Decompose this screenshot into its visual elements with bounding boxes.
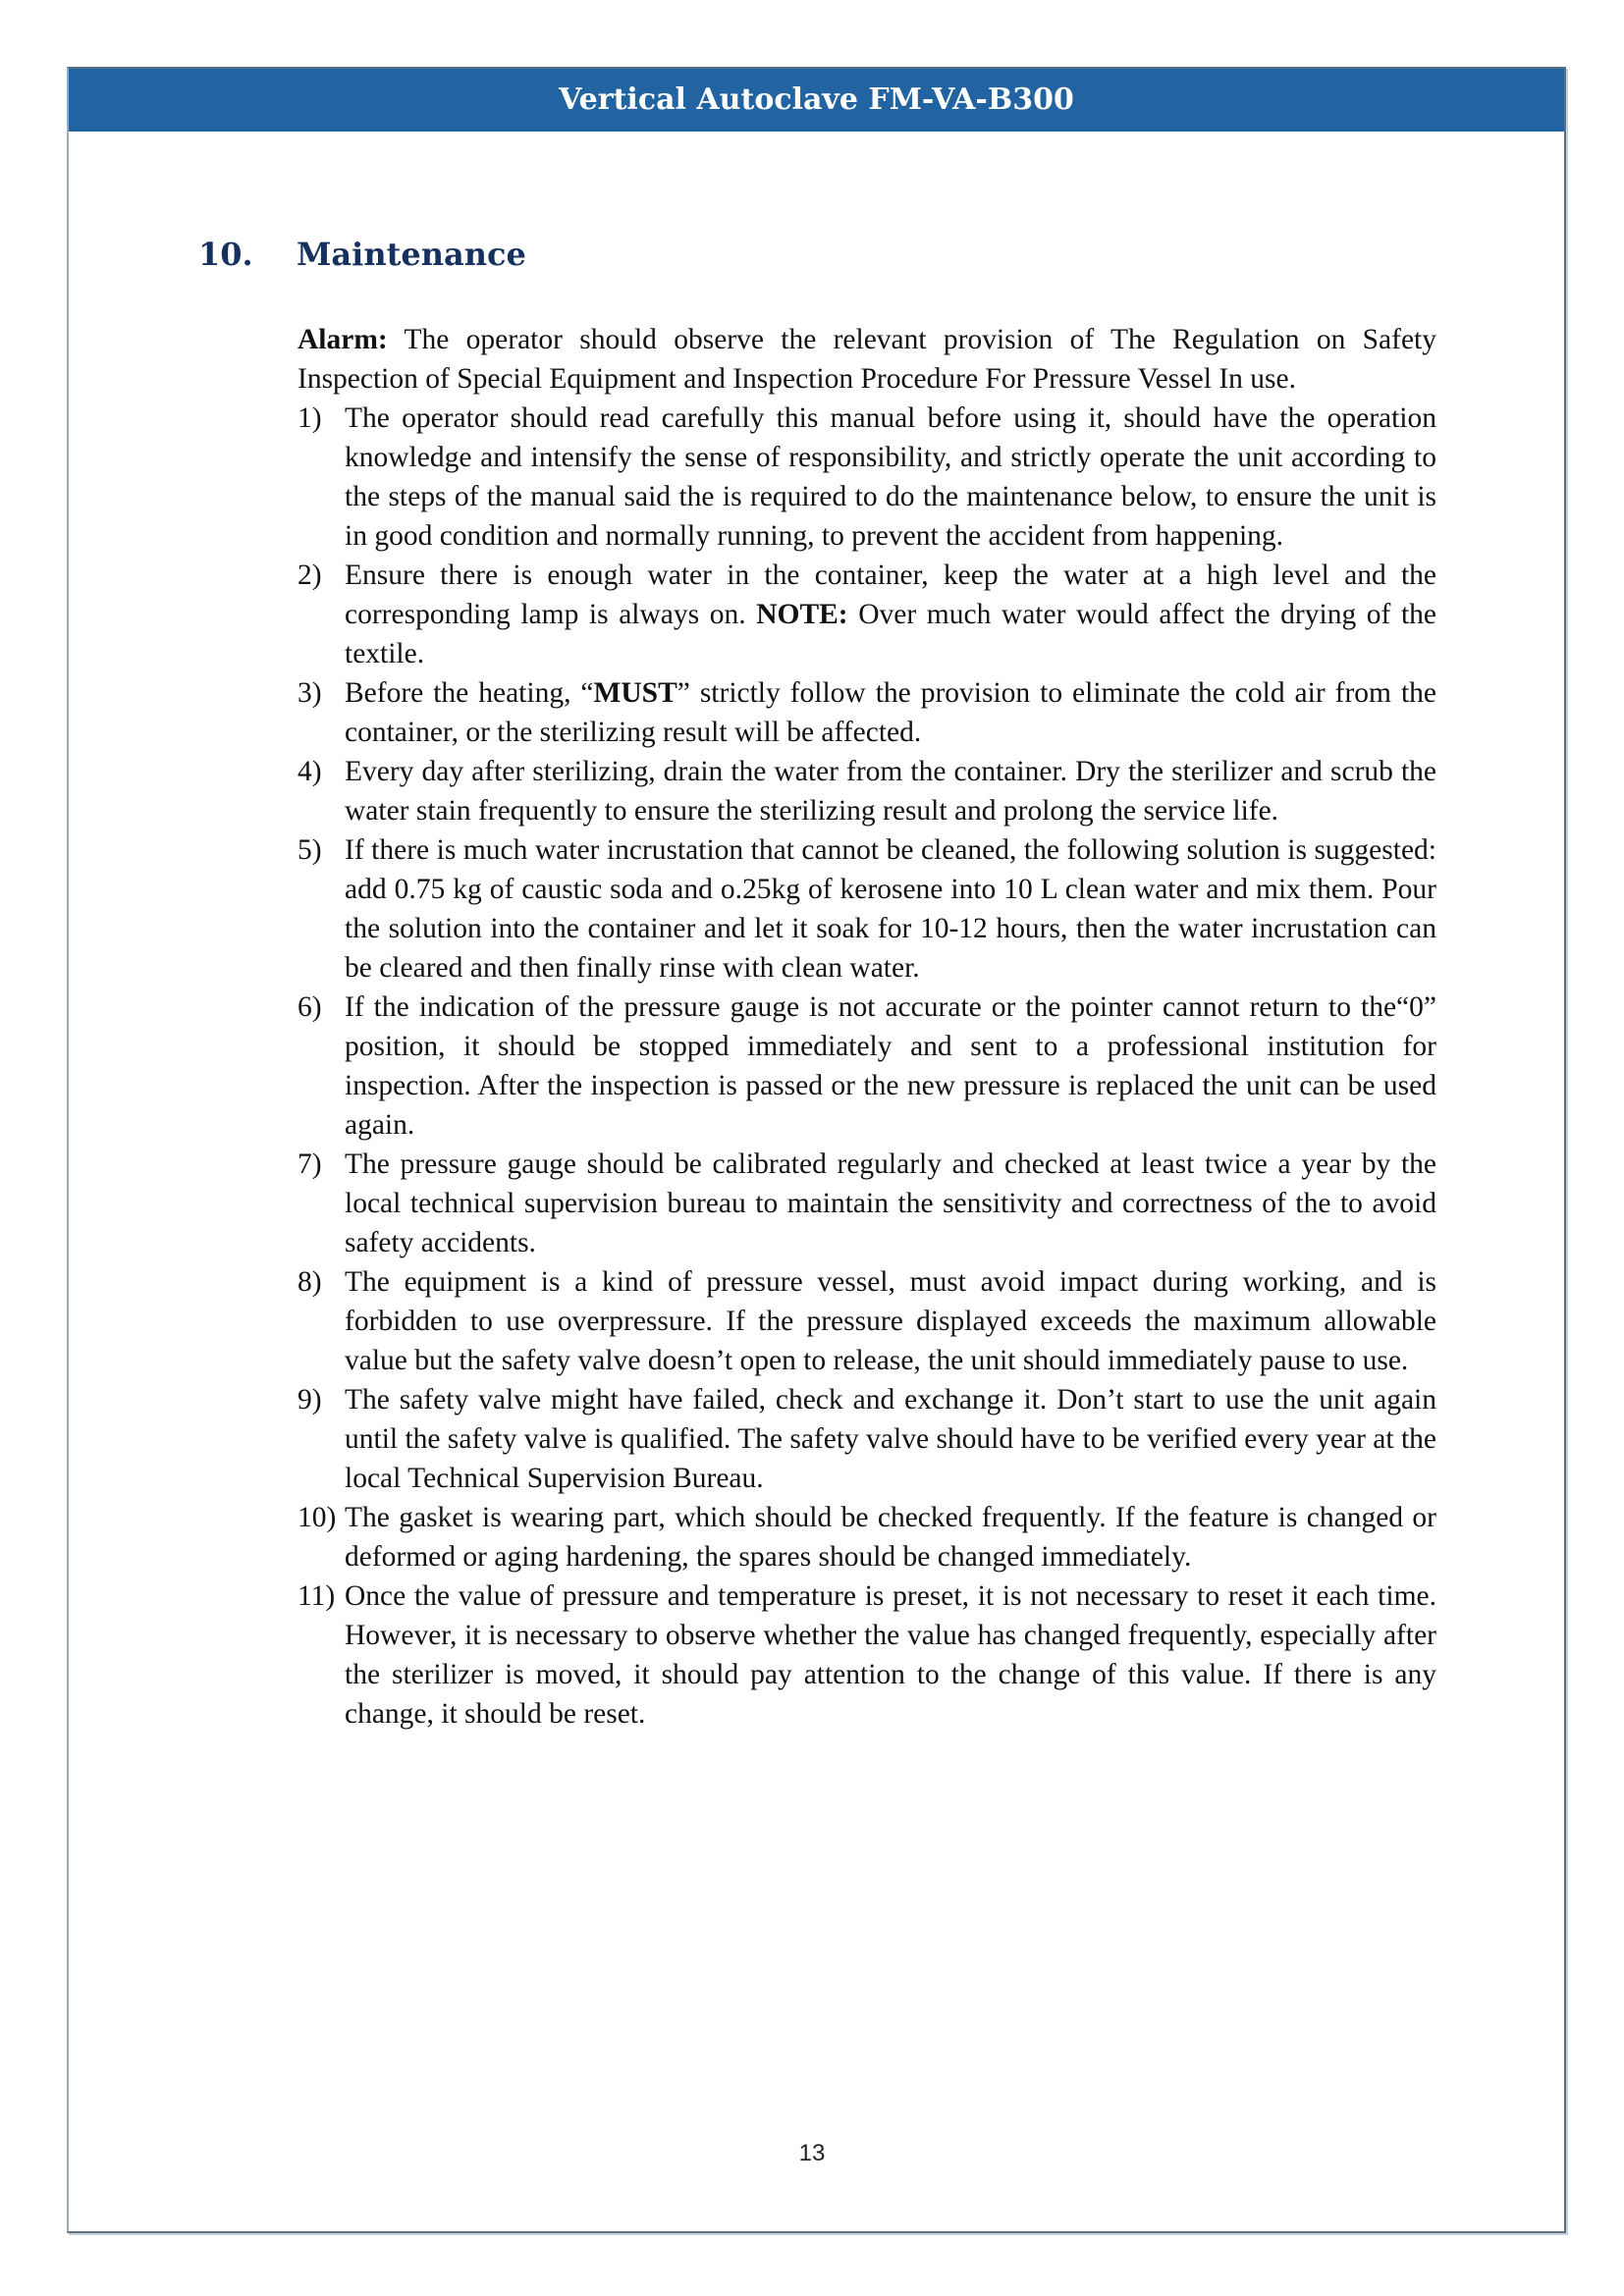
list-item-marker: 1)	[298, 402, 322, 434]
list-item	[298, 673, 1436, 752]
list-item-marker: 9)	[298, 1384, 322, 1415]
list-item-text: The safety valve might have failed, check and exchange it. Don’t start to use the unit again until the safety valve is qualified. The safety valve should have to be verified every year at the local Technical Supervision Bureau.	[345, 1384, 1436, 1494]
list-item	[298, 399, 1436, 556]
list-item	[298, 1380, 1436, 1498]
list-item	[298, 1262, 1436, 1380]
list-item-marker: 3)	[298, 677, 322, 709]
list-item-marker: 10)	[298, 1502, 337, 1533]
list-item-marker: 7)	[298, 1148, 322, 1180]
list-item-text: If the indication of the pressure gauge is not accurate or the pointer cannot return to the“0” position, it should be stopped immediately and sent to a professional institution for inspection. After the inspection is passed or the new pressure is replaced the unit can be used again.	[345, 991, 1436, 1141]
list-item-text: The gasket is wearing part, which should be checked frequently. If the feature is changed or deformed or aging hardening, the spares should be changed immediately.	[345, 1502, 1436, 1573]
must-emphasis: MUST	[593, 677, 677, 709]
list-item-text: Ensure there is enough water in the container, keep the water at a high level and the corresponding lamp is always on.	[345, 560, 1436, 630]
list-item-text: Every day after sterilizing, drain the water from the container. Dry the sterilizer and scrub the water stain frequently to ensure the sterilizing result and prolong the service life.	[345, 756, 1436, 827]
list-item-text: ” strictly follow the provision to eliminate the cold air from the container, or the sterilizing result will be affected.	[345, 677, 1436, 748]
alarm-paragraph	[298, 320, 1436, 399]
document-title: Vertical Autoclave FM-VA-B300	[559, 82, 1074, 117]
list-item	[298, 830, 1436, 988]
list-item-text: Before the heating, “	[345, 677, 594, 709]
list-item	[298, 1145, 1436, 1262]
maintenance-content	[298, 320, 1436, 1734]
list-item-text: Once the value of pressure and temperature is preset, it is not necessary to reset it each time. However, it is necessary to observe whether the value has changed frequently, especially after the sterilizer is moved, it should pay attention to the change of this value. If there is any change, it should be reset.	[345, 1580, 1436, 1730]
list-item-marker: 2)	[298, 560, 322, 591]
list-item-text: The equipment is a kind of pressure vessel, must avoid impact during working, and is forbidden to use overpressure. If the pressure displayed exceeds the maximum allowable value but the safety valve doesn’t open to release, the unit should immediately pause to use.	[345, 1266, 1436, 1376]
section-title: Maintenance	[297, 236, 526, 273]
page-header	[69, 69, 1564, 132]
list-item-text: Over much water would affect the drying of the textile.	[345, 599, 1436, 669]
list-item-text: If there is much water incrustation that cannot be cleaned, the following solution is suggested: add 0.75 kg of caustic soda and o.25kg of kerosene into 10 L clean water and mix them. Pour the solution into the container and let it soak for 10-12 hours, then the water incrustation can be cleared and then finally rinse with clean water.	[345, 834, 1436, 984]
list-item-text: The operator should read carefully this manual before using it, should have the operation knowledge and intensify the sense of responsibility, and strictly operate the unit according to the steps of the manual said the is required to do the maintenance below, to ensure the unit is in good condition and normally running, to prevent the accident from happening.	[345, 402, 1436, 552]
list-item	[298, 752, 1436, 830]
list-item	[298, 988, 1436, 1145]
page-number: 13	[798, 2140, 826, 2166]
list-item-marker: 6)	[298, 991, 322, 1023]
list-item-text: The pressure gauge should be calibrated regularly and checked at least twice a year by the local technical supervision bureau to maintain the sensitivity and correctness of the to avoid safety accidents.	[345, 1148, 1436, 1258]
alarm-label: Alarm:	[298, 324, 388, 355]
maintenance-list	[298, 399, 1436, 1734]
list-item-marker: 11)	[298, 1580, 336, 1612]
section-number: 10.	[198, 236, 253, 273]
list-item	[298, 1576, 1436, 1734]
list-item-marker: 4)	[298, 756, 322, 787]
list-item	[298, 556, 1436, 673]
note-label: NOTE:	[756, 599, 848, 630]
alarm-text: The operator should observe the relevant provision of The Regulation on Safety Inspection of Special Equipment and Inspection Procedure For Pressure Vessel In use.	[298, 324, 1436, 395]
list-item	[298, 1498, 1436, 1576]
list-item-marker: 5)	[298, 834, 322, 866]
section-heading	[198, 236, 526, 273]
list-item-marker: 8)	[298, 1266, 322, 1298]
